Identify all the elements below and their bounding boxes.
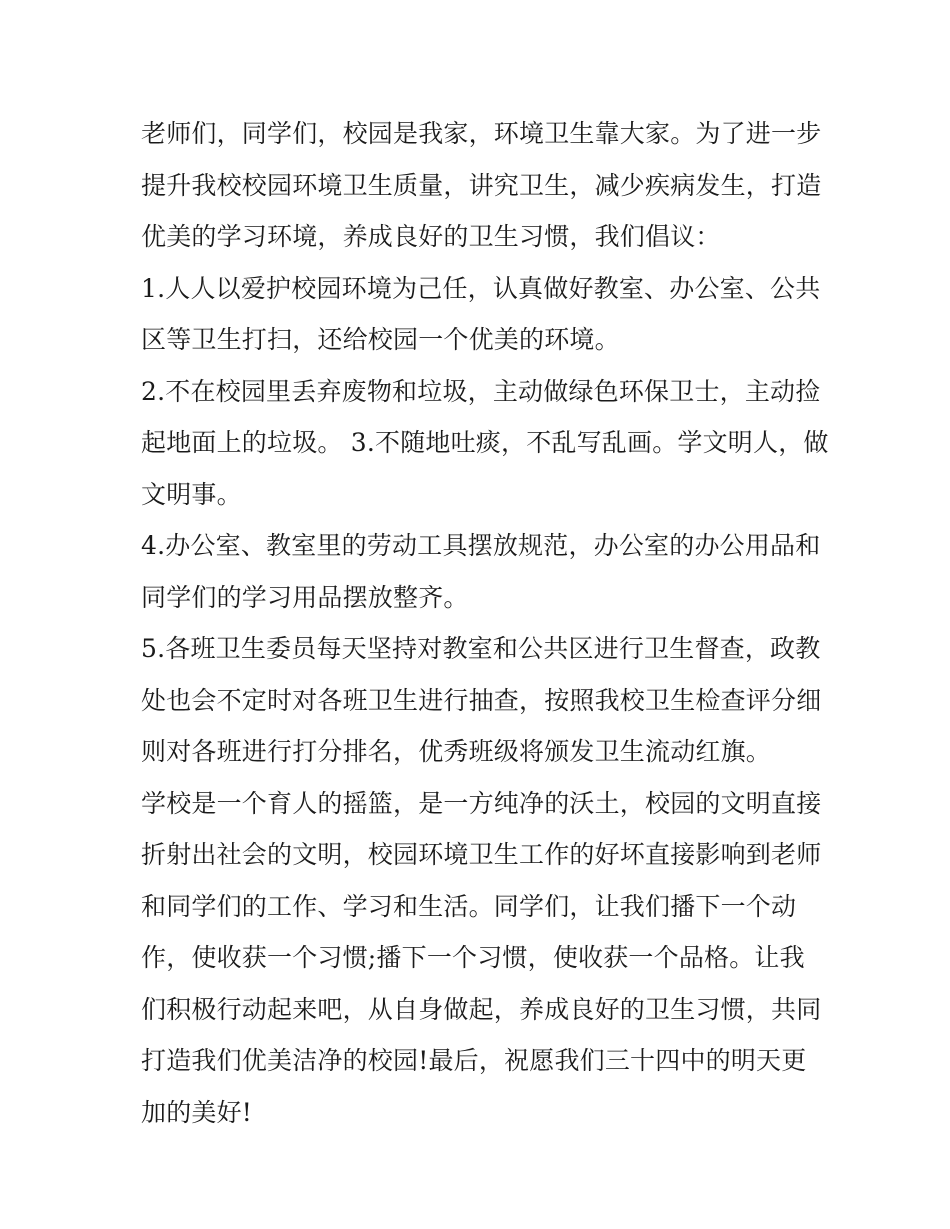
text-line: 2.不在校园里丢弃废物和垃圾，主动做绿色环保卫士，主动捡 xyxy=(141,376,821,406)
text-line: 起地面上的垃圾。 3.不随地吐痰，不乱写乱画。学文明人，做 xyxy=(141,428,829,457)
text-line: 学校是一个育人的摇篮，是一方纯净的沃土，校园的文明直接 xyxy=(141,788,822,818)
text-line: 老师们，同学们，校园是我家，环境卫生靠大家。为了进一步 xyxy=(141,119,822,148)
text-line: 优美的学习环境，养成良好的卫生习惯，我们倡议： xyxy=(141,222,721,251)
text-line: 作，使收获一个习惯;播下一个习惯，使收获一个品格。让我 xyxy=(141,943,805,972)
text-line: 4.办公室、教室里的劳动工具摆放规范，办公室的办公用品和 xyxy=(141,531,821,560)
text-line: 则对各班进行打分排名，优秀班级将颁发卫生流动红旗。 xyxy=(141,737,772,766)
text-line: 加的美好! xyxy=(141,1097,253,1127)
text-line: 文明事。 xyxy=(141,479,242,509)
text-line: 区等卫生打扫，还给校园一个优美的环境。 xyxy=(141,325,620,354)
text-line: 同学们的学习用品摆放整齐。 xyxy=(141,582,469,612)
text-line: 提升我校校园环境卫生质量，讲究卫生，减少疾病发生，打造 xyxy=(141,170,822,200)
text-line: 1.人人以爱护校园环境为己任，认真做好教室、办公室、公共 xyxy=(141,273,821,303)
text-line: 处也会不定时对各班卫生进行抽查，按照我校卫生检查评分细 xyxy=(141,685,822,715)
text-line: 们积极行动起来吧，从自身做起，养成良好的卫生习惯，共同 xyxy=(141,994,822,1024)
text-line: 折射出社会的文明，校园环境卫生工作的好坏直接影响到老师 xyxy=(141,840,822,869)
document-body xyxy=(141,108,829,1138)
text-line: 5.各班卫生委员每天坚持对教室和公共区进行卫生督查，政教 xyxy=(141,634,821,663)
text-line: 打造我们优美洁净的校园!最后，祝愿我们三十四中的明天更 xyxy=(141,1046,807,1075)
text-line: 和同学们的工作、学习和生活。同学们，让我们播下一个动 xyxy=(141,891,797,921)
